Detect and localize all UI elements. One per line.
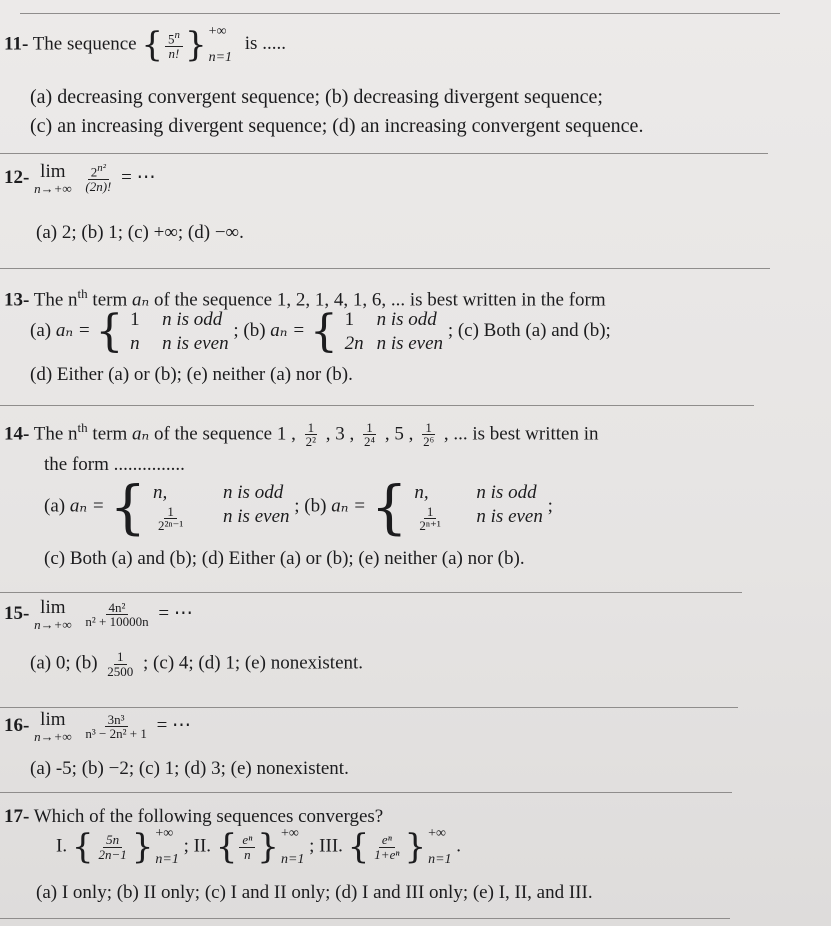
question-13-options: (a) aₙ = { 1 n is odd n n is even ; (b) aₙ = { 1 n is odd 2n n is even ; (c) Both (a) and (b); [30,305,611,357]
divider [0,153,768,154]
stem-tail: is ..... [244,33,286,55]
question-13-stem: 13- The $n^{th}$ term aₙ of the sequence 1, 2, 1, 4, 1, 6, ... is best written in the form [4,286,606,311]
question-14-stem: 14- The $n^{th}$ term aₙ of the sequence 1 , $\frac{1}{\text{2²}}$ , 3 , $\frac{1}{\text{2⁴}}$ , 5 , $\frac{1}{\text{2⁶}}$ , ... is best written in [4,419,599,450]
question-13-options-line2: (d) Either (a) or (b); (e) neither (a) nor (b). [30,364,353,385]
question-12-stem: 12- lim n→+∞ $\frac{2^{n^2}}{(2n)!}$ = ⋯ [4,161,156,196]
divider [0,405,754,406]
question-16-options: (a) -5; (b) −2; (c) 1; (d) 3; (e) nonexistent. [30,758,349,779]
question-15-options: (a) 0; (b) $\frac{1}{2500}$ ; (c) 4; (d) 1; (e) nonexistent. [30,649,364,679]
question-17-options: (a) I only; (b) II only; (c) I and II only; (d) I and III only; (e) I, II, and III. [36,882,593,903]
question-17-sequences: I. { $\frac{5n}{2n-1}$ } +∞ n=1 ; II. { $\frac{\text{eⁿ}}{n}$ } +∞ n=1 ; III. { $\frac{\text{eⁿ}}{\text{1+eⁿ}}$ } +∞ n=1 . [56,826,462,867]
limit-fraction: $\frac{2^{n^2}}{(2n)!}$ [85,162,112,195]
question-15-stem: 15- lim n→+∞ $\frac{\text{4n²}}{\text{n² + 10000n}}$ = ⋯ [4,597,193,632]
sequence-expression: { $\frac{5^n}{n!}$ } +∞ n=1 [141,24,233,65]
question-14-stem-line2: the form ............... [44,454,185,475]
question-16-stem: 16- lim n→+∞ $\frac{\text{3n³}}{\text{n³ − 2n² + 1}}$ = ⋯ [4,709,192,744]
limit-operator: lim n→+∞ [34,161,72,196]
question-11-options: (a) decreasing convergent sequence; (b) decreasing divergent sequence; [30,86,603,108]
divider [20,13,780,14]
question-number: 11- [4,33,29,55]
question-number: 13- [4,289,30,311]
divider [0,707,738,708]
question-number: 12- [4,167,30,189]
question-12-options: (a) 2; (b) 1; (c) +∞; (d) −∞. [36,222,244,243]
question-11-stem [4,24,286,65]
stem-text: The sequence [32,33,137,55]
question-number: 15- [4,603,30,625]
divider [0,792,732,793]
question-14-options: (a) aₙ = { n, n is odd $\frac{1}{\text{2²ⁿ⁻¹}}$ n is even ; (b) aₙ = { n, n is odd $\frac{1}{\text{2ⁿ⁺¹}}$ n is even ; [44,473,553,541]
divider [0,592,742,593]
divider [0,918,730,919]
question-11-options: (c) an increasing divergent sequence; (d) an increasing convergent sequence. [30,115,644,137]
question-17-stem: 17- Which of the following sequences converges? [4,806,384,827]
divider [0,268,770,269]
question-14-options-line3: (c) Both (a) and (b); (d) Either (a) or (b); (e) neither (a) nor (b). [44,548,525,569]
question-number: 17- [4,806,30,827]
question-number: 16- [4,715,30,737]
question-number: 14- [4,423,30,445]
